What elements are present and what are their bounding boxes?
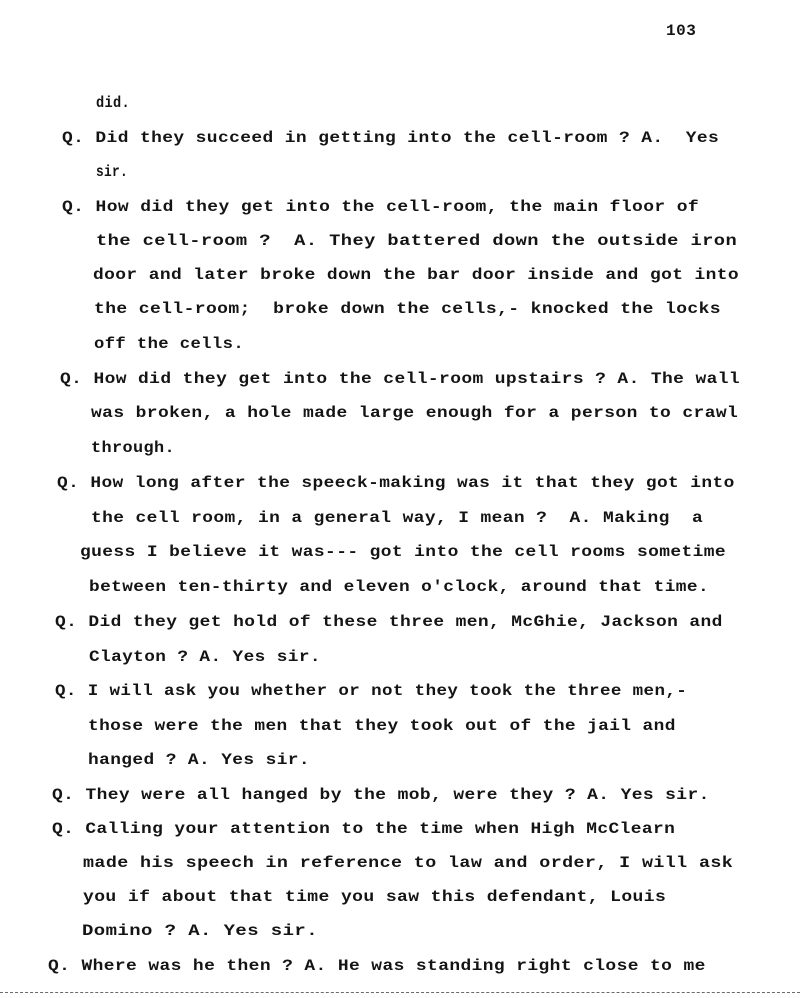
question-line: Q. Where was he then ? A. He was standing right close to me [48,957,706,975]
question-line: Q. How long after the speeck-making was it that they got into [57,474,735,492]
transcript-line: the cell room, in a general way, I mean ? A. Making a [91,509,704,527]
transcript-line: door and later broke down the bar door inside and got into [93,266,740,284]
question-line: Q. I will ask you whether or not they took the three men,- [55,682,688,700]
question-line: Q. How did they get into the cell-room upstairs ? A. The wall [60,370,741,388]
transcript-line: through. [91,439,175,457]
transcript-line: off the cells. [94,335,245,353]
transcript-line: made his speech in reference to law and order, I will ask [83,854,734,872]
transcript-line: the cell-room ? A. They battered down the outside iron [96,232,738,250]
transcript-line: the cell-room; broke down the cells,- knocked the locks [94,300,721,318]
question-line: Q. How did they get into the cell-room, the main floor of [62,198,700,216]
question-line: Q. Did they succeed in getting into the cell-room ? A. Yes [62,129,720,147]
page-number: 103 [666,22,697,40]
transcript-line: hanged ? A. Yes sir. [88,751,311,769]
transcript-line: Domino ? A. Yes sir. [82,922,319,940]
question-line: Q. Did they get hold of these three men, McGhie, Jackson and [55,613,723,631]
transcript-line: did. [96,94,131,112]
transcript-line: between ten-thirty and eleven o'clock, around that time. [89,578,710,596]
transcript-line: sir. [96,163,129,181]
transcript-line: guess I believe it was--- got into the cell rooms sometime [80,543,727,561]
page-bottom-edge [0,992,800,993]
transcript-line: was broken, a hole made large enough for a person to crawl [91,404,739,422]
question-line: Q. They were all hanged by the mob, were they ? A. Yes sir. [52,786,710,804]
transcript-line: those were the men that they took out of the jail and [88,717,676,735]
transcript-line: you if about that time you saw this defendant, Louis [83,888,667,906]
transcript-line: Clayton ? A. Yes sir. [89,648,321,666]
question-line: Q. Calling your attention to the time when High McClearn [52,820,676,838]
